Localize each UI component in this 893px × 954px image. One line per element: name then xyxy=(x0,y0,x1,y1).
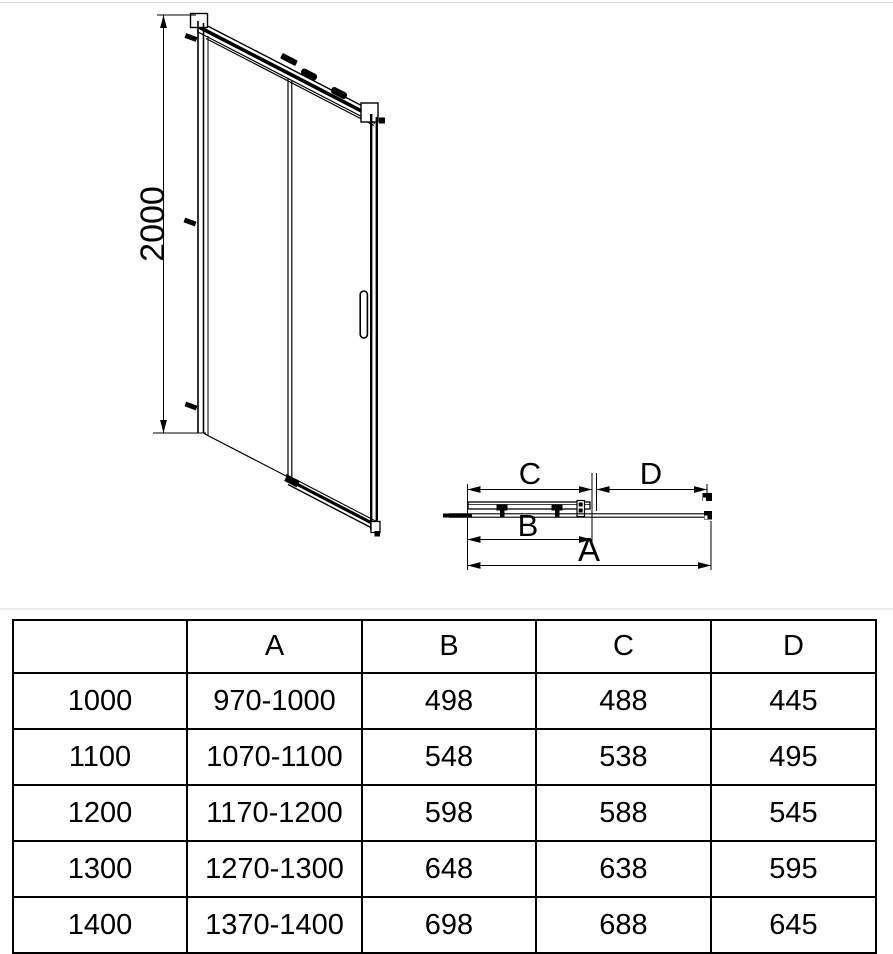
table-cell: 595 xyxy=(711,841,876,897)
row-label: 1000 xyxy=(13,673,187,729)
dimension-d-label: D xyxy=(639,456,663,491)
panel-overlap-edge xyxy=(288,79,292,479)
column-header-a: A xyxy=(187,620,362,673)
height-dimension-label: 2000 xyxy=(134,186,172,262)
table-cell: 548 xyxy=(362,729,536,785)
column-header-c: C xyxy=(536,620,711,673)
right-door-profile xyxy=(371,114,377,533)
table-cell: 1170-1200 xyxy=(187,785,362,841)
plan-view xyxy=(443,456,712,570)
dimension-c xyxy=(468,456,593,491)
column-header-d: D xyxy=(711,620,876,673)
table-row xyxy=(13,897,876,953)
table-cell: 698 xyxy=(362,897,536,953)
table-cell: 498 xyxy=(362,673,536,729)
fixed-glass-bottom-edge xyxy=(204,434,289,478)
dimension-a-label: A xyxy=(577,531,601,568)
table-cell: 598 xyxy=(362,785,536,841)
wall-bracket-plan xyxy=(703,493,713,501)
column-header-b: B xyxy=(362,620,536,673)
table-cell: 1370-1400 xyxy=(187,897,362,953)
table-cell: 638 xyxy=(536,841,711,897)
dimension-a xyxy=(468,531,712,568)
table-row xyxy=(13,673,876,729)
dimension-c-label: C xyxy=(518,456,542,491)
table-cell: 688 xyxy=(536,897,711,953)
door-handle xyxy=(360,291,367,338)
size-table xyxy=(12,619,877,954)
row-label: 1100 xyxy=(13,729,187,785)
table-row xyxy=(13,729,876,785)
table-cell: 488 xyxy=(536,673,711,729)
front-view xyxy=(134,14,385,537)
table-cell: 648 xyxy=(362,841,536,897)
table-cell: 970-1000 xyxy=(187,673,362,729)
table-cell: 1070-1100 xyxy=(187,729,362,785)
dimension-d xyxy=(597,456,708,491)
row-label: 1300 xyxy=(13,841,187,897)
bottom-rail xyxy=(284,475,380,537)
row-label: 1200 xyxy=(13,785,187,841)
table-cell: 588 xyxy=(536,785,711,841)
dimension-b-label: B xyxy=(517,508,539,543)
table-cell: 1270-1300 xyxy=(187,841,362,897)
row-label: 1400 xyxy=(13,897,187,953)
table-row xyxy=(13,841,876,897)
column-header-size xyxy=(13,620,187,673)
table-cell: 495 xyxy=(711,729,876,785)
table-cell: 538 xyxy=(536,729,711,785)
table-header-row xyxy=(13,620,876,673)
table-cell: 445 xyxy=(711,673,876,729)
table-row xyxy=(13,785,876,841)
table-cell: 645 xyxy=(711,897,876,953)
table-cell: 545 xyxy=(711,785,876,841)
left-wall-profile xyxy=(184,21,208,435)
